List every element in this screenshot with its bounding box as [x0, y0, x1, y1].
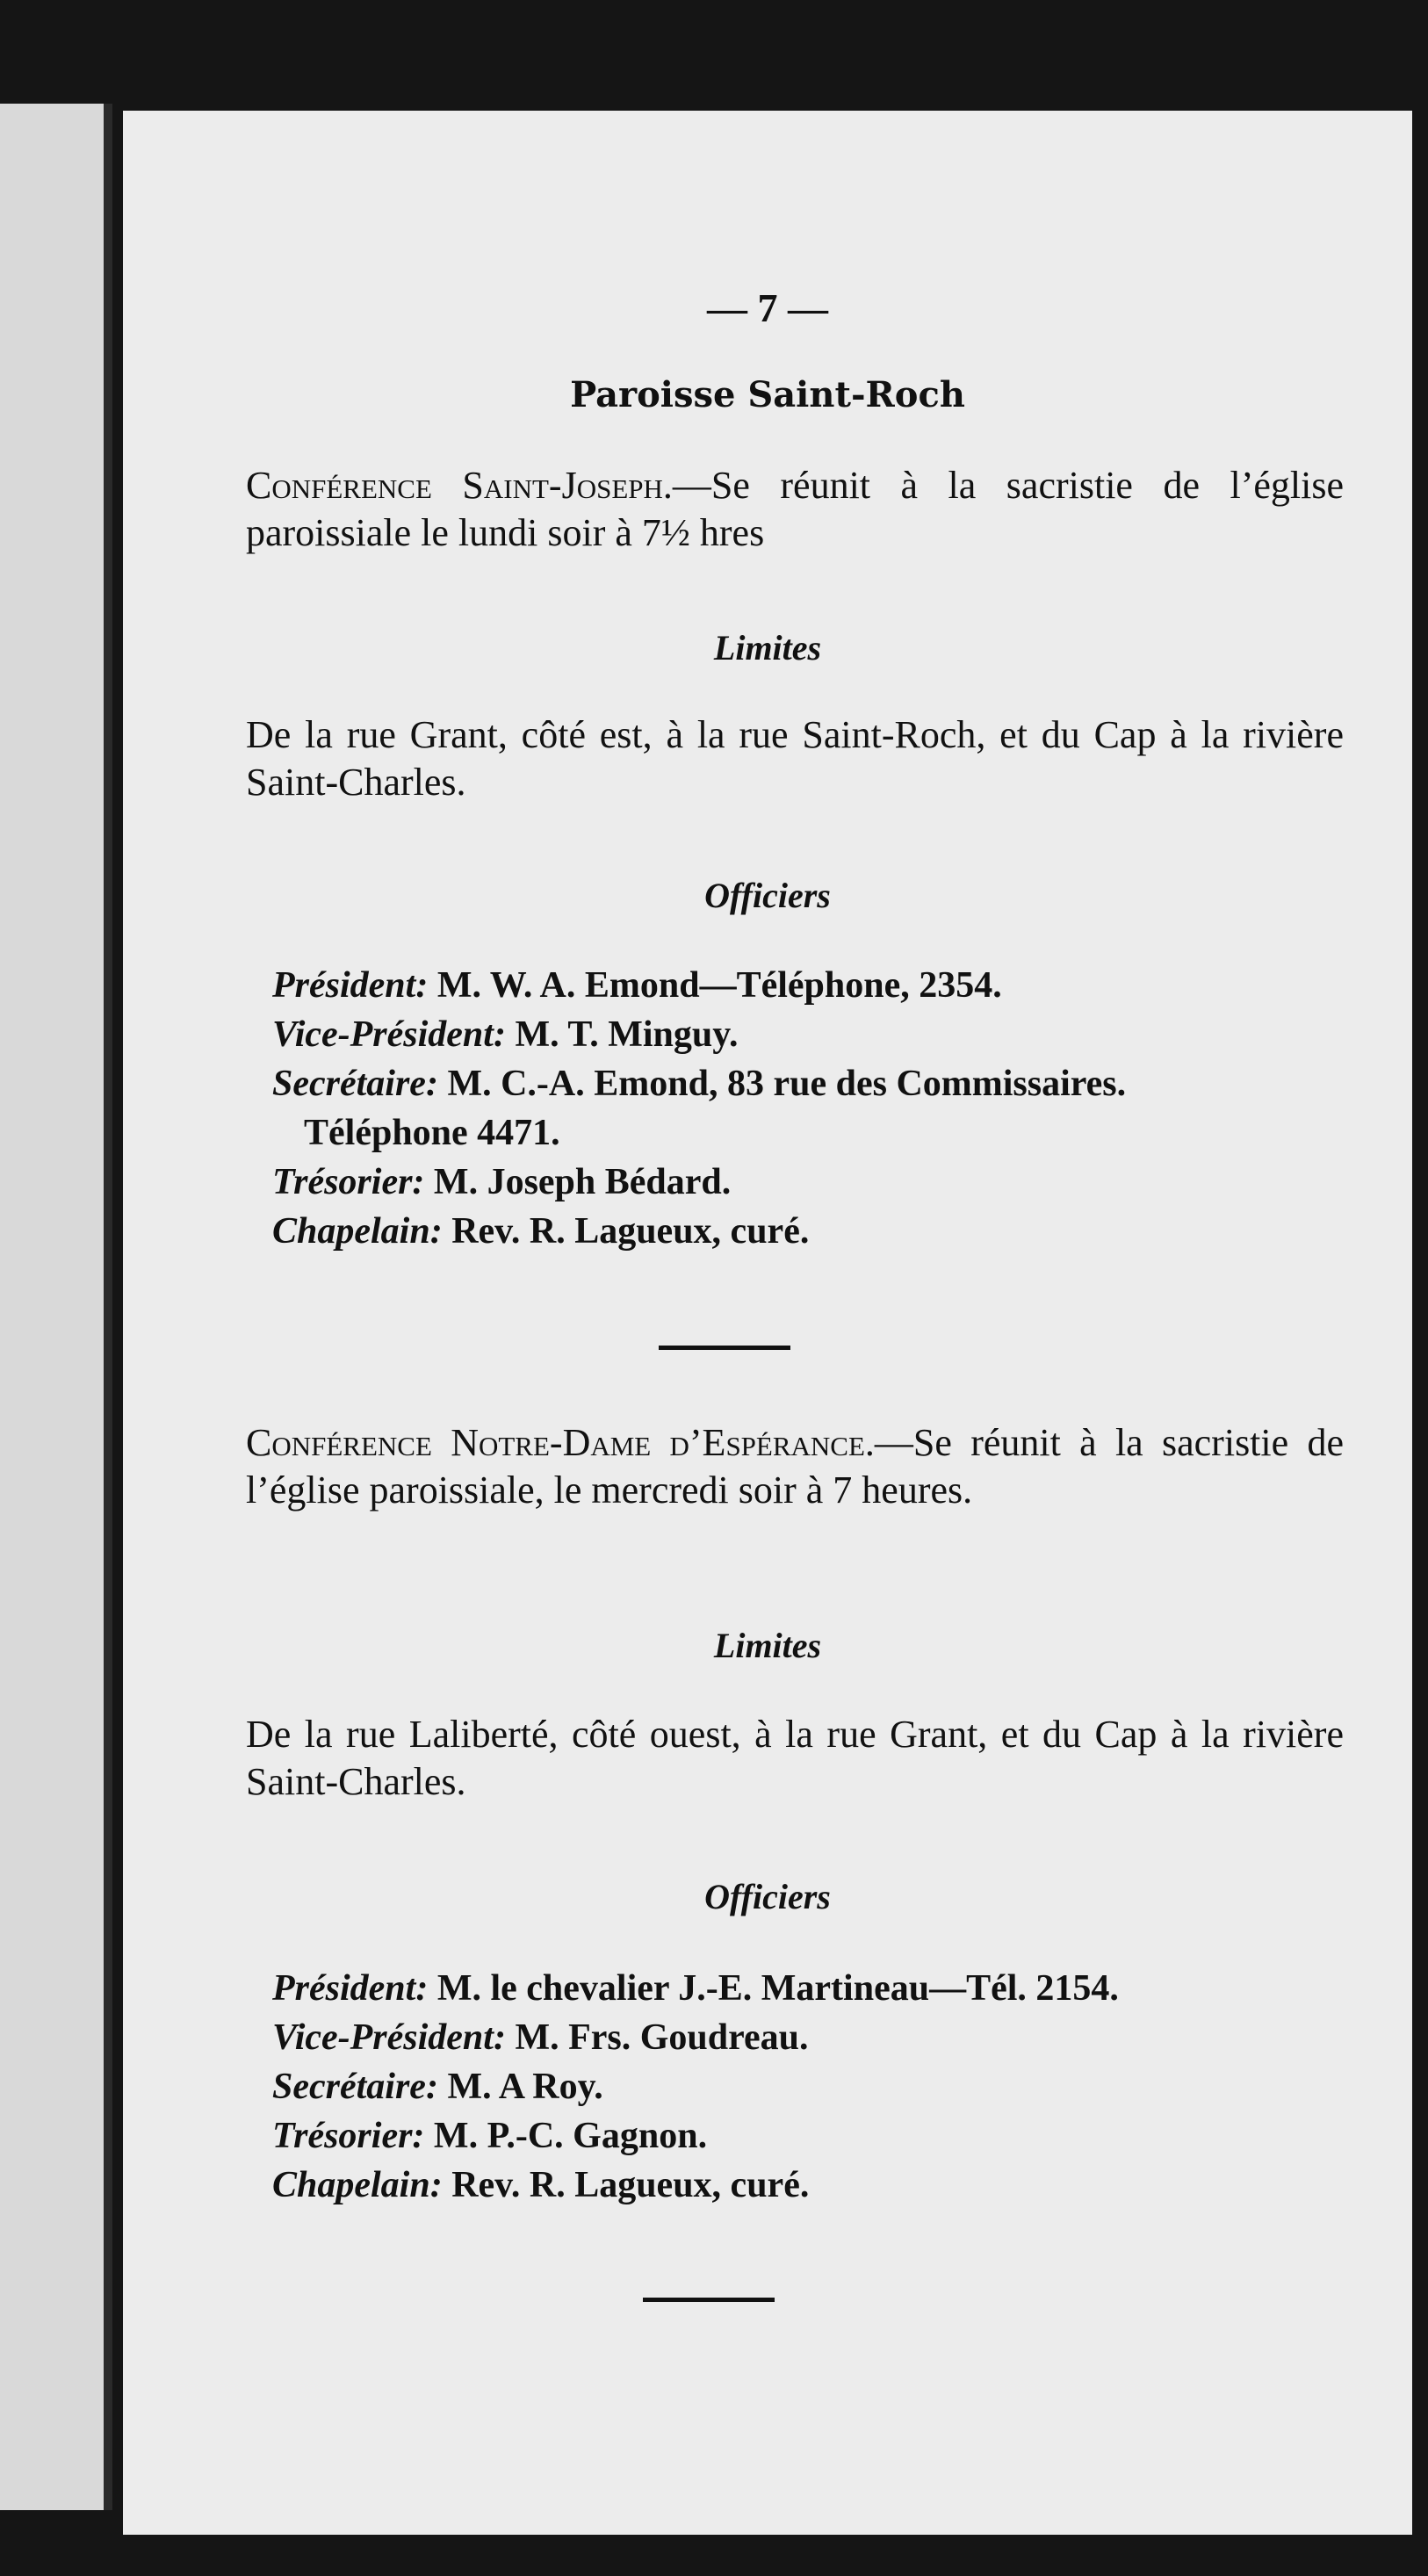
- page-number: — 7 —: [707, 285, 828, 330]
- officers-heading: Officiers: [704, 876, 831, 915]
- officer-chaplain: Chapelain: Rev. R. Lagueux, curé.: [272, 2165, 810, 2205]
- conference-name: Conférence Notre-Dame d’Espérance.: [246, 1421, 875, 1464]
- officer-secretary-phone: Téléphone 4471.: [304, 1113, 560, 1153]
- conference-name: Conférence Saint-Joseph.: [246, 464, 673, 507]
- officer-vice-president: Vice-Président: M. Frs. Goudreau.: [272, 2017, 809, 2058]
- limits-text: De la rue Grant, côté est, à la rue Saint-Roch, et du Cap à la rivière Saint-Charles.: [246, 713, 1344, 804]
- section-divider: [643, 2298, 775, 2302]
- officers-heading: Officiers: [704, 1877, 831, 1916]
- officer-president: Président: M. le chevalier J.-E. Martineau—Tél. 2154.: [272, 1968, 1119, 2009]
- limits-heading: Limites: [713, 628, 822, 667]
- officers-list: [272, 961, 1361, 1256]
- limits-heading: Limites: [713, 1626, 822, 1665]
- facing-page-edge: [0, 104, 112, 2510]
- parish-title: Paroisse Saint-Roch: [570, 374, 965, 415]
- meeting-details: —Se réunit à la sacristie de l’église paroissiale, le mercredi soir à 7 heures.: [246, 1421, 1344, 1512]
- limits-text: De la rue Laliberté, côté ouest, à la rue Grant, et du Cap à la rivière Saint-Charles.: [246, 1713, 1344, 1803]
- conference-notre-dame-description: [246, 1419, 1344, 1514]
- officer-treasurer: Trésorier: M. P.-C. Gagnon.: [272, 2116, 708, 2156]
- officer-secretary: Secrétaire: M. A Roy.: [272, 2067, 603, 2107]
- conference-saint-joseph-description: [246, 462, 1344, 557]
- page: [123, 111, 1412, 2535]
- officer-secretary: Secrétaire: M. C.-A. Emond, 83 rue des Commissaires.: [272, 1064, 1127, 1104]
- meeting-details: —Se réunit à la sacristie de l’église paroissiale le lundi soir à 7½ hres: [246, 464, 1344, 554]
- officer-president: Président: M. W. A. Emond—Téléphone, 2354.: [272, 965, 1002, 1006]
- officers-list: [272, 1964, 1361, 2210]
- officer-vice-president: Vice-Président: M. T. Minguy.: [272, 1014, 739, 1055]
- section-divider: [659, 1346, 790, 1350]
- officer-chaplain: Chapelain: Rev. R. Lagueux, curé.: [272, 1211, 810, 1252]
- officer-treasurer: Trésorier: M. Joseph Bédard.: [272, 1162, 732, 1202]
